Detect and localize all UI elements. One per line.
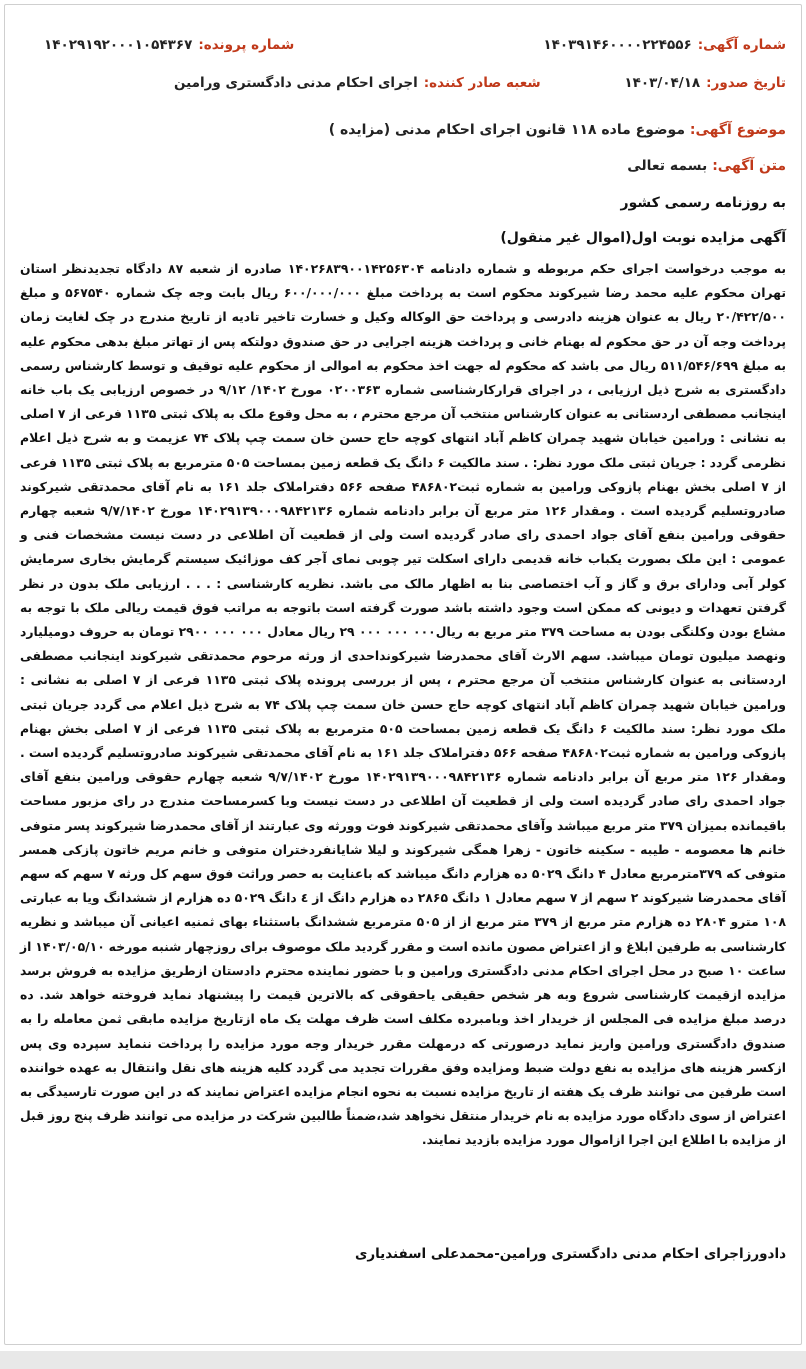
auction-title: آگهی مزایده نوبت اول(اموال غیر منقول) [500,230,786,246]
file-number [44,37,294,53]
ad-text-value: بسمه تعالی [627,158,708,174]
ad-text-line [20,158,786,174]
watermark-logo [320,525,600,575]
issuing-branch [174,75,541,91]
issue-date-label: تاریخ صدور: [706,75,786,91]
subject-line [20,122,786,138]
ad-number-value: ۱۴۰۳۹۱۴۶۰۰۰۰۲۲۴۵۵۶ [543,37,692,53]
subject-label: موضوع آگهی: [689,122,786,138]
file-number-label: شماره پرونده: [198,37,295,53]
subject-value: موضوع ماده ۱۱۸ قانون اجرای احکام مدنی (مزایده ) [328,122,685,138]
file-number-value: ۱۴۰۲۹۱۹۲۰۰۰۱۰۵۴۳۶۷ [44,37,193,53]
issue-date-value: ۱۴۰۳/۰۴/۱۸ [624,75,701,91]
notice-body: به موجب درخواست اجرای حکم مربوطه و شماره دادنامه ۱۴۰۲۶۸۳۹۰۰۱۴۲۵۶۳۰۴ صادره از شعبه ۸۷ دادگاه تجدیدنظر استان تهران محکوم علیه محمد رضا شیرکوند محکوم است به پرداخت مبلغ ۶۰۰/۰۰۰/۰۰۰ ریال بابت وجه چک شماره ۵۶۷۵۴۰ و مبلغ ۲۰/۴۲۲/۵۰۰ ریال به عنوان هزینه دادرسی و پرداخت حق الوکاله وکیل و خسارت تاخیر تادیه از تاریخ مندرج در چک لغایت زمان پرداخت وجه آن در حق محکوم له بهنام خانی و پرداخت هزینه اجرایی در حق صندوق دولتکه پس از تهاتر مبلغ بدهی محکوم علیه به مبلغ ۵۱۱/۵۴۶/۶۹۹ ریال می باشد که محکوم له جهت اخذ محکوم به اموالی از محکوم علیه توقیف و توسط کارشناس رسمی دادگستری به شرح ذیل ارزیابی ، در اجرای قرارکارشناسی شماره ۰۲۰۰۳۶۳ مورخ ۱۴۰۲/ ۹/۱۲ در خصوص ارزیابی یک باب خانه اینجانب مصطفی اردستانی به عنوان کارشناس منتخب آن مرجع محترم ، به محل وقوع ملک به پلاک ثبتی ۱۱۳۵ فرعی از ۷ اصلی به نشانی : ورامین خیابان شهید چمران کاظم آباد انتهای کوچه حاج حسن خان سمت چپ پلاک ۷۴ عزیمت و به شرح ذیل اعلام نظرمی گردد : جریان ثبتی ملک مورد نظر: . سند مالکیت ۶ دانگ یک قطعه زمین بمساحت ۵۰۵ مترمربع به پلاک ثبتی ۱۱۳۵ فرعی از ۷ اصلی بخش بهنام پازوکی ورامین به شماره ثبت۴۸۶۸۰۲ صفحه ۵۶۶ دفتراملاک جلد ۱۶۱ به نام آقای محمدتقی شیرکوند صادروتسلیم گردیده است . ومقدار ۱۲۶ متر مربع آن برابر دادنامه شماره ۱۴۰۲۹۱۳۹۰۰۰۹۸۴۲۱۳۶ مورخ ۹/۷/۱۴۰۲ شعبه چهارم حقوقی ورامین بنفع آقای جواد احمدی رای صادر گردیده است ولی از قطعیت آن اطلاعی در دست نیست مشخصات فنی و عمومی : این ملک بصورت یکباب خانه قدیمی دارای اسکلت تیر چوبی نمای آجر کف موزائیک سیستم گرمایش بخاری سرمایش کولر آبی ودارای برق و گاز و آب اختصاصی بنا به اظهار مالک می باشد. نظریه کارشناسی : . . . ارزیابی ملک بدون در نظر گرفتن تعهدات و دیونی که ممکن است وجود داشته باشد صورت گرفته است باتوجه به مراتب فوق قیمت ریالی ملک با توجه به مشاع بودن وکلنگی بودن به مساحت ۳۷۹ متر مربع به ریال۰۰۰ ۰۰۰ ۰۰۰ ۲۹ ریال معادل ۰۰۰ ۰۰۰ ۲۹۰۰ تومان به حروف دومیلیارد ونهصد میلیون تومان میباشد. سهم الارث آقای محمدرضا شیرکونداحدی از ورثه مرحوم محمدتقی شیرکوند اینجانب مصطفی اردستانی به عنوان کارشناس منتخب آن مرجع محترم ، پس از بررسی پرونده پلاک ثبتی ۱۱۳۵ فرعی از ۷ اصلی به نشانی : ورامین خیابان شهید چمران کاظم آباد انتهای کوچه حاج حسن خان سمت چپ پلاک ۷۴ به شرح ذیل اعلام می گردد جریان ثبتی ملک مورد نظر: سند مالکیت ۶ دانگ یک قطعه زمین بمساحت ۵۰۵ مترمربع به پلاک ثبتی ۱۱۳۵ فرعی از ۷ اصلی بخش بهنام پازوکی ورامین به شماره ثبت۴۸۶۸۰۲ صفحه ۵۶۶ دفتراملاک جلد ۱۶۱ به نام آقای محمدتقی شیرکوند صادروتسلیم گردیده است . ومقدار ۱۲۶ متر مربع آن برابر دادنامه شماره ۱۴۰۲۹۱۳۹۰۰۰۹۸۴۲۱۳۶ مورخ ۹/۷/۱۴۰۲ شعبه چهارم حقوقی ورامین بنفع آقای جواد احمدی رای صادر گردیده است ولی از قطعیت آن اطلاعی در دست نیست وبا کسرمساحت مندرج در رای مزبور مساحت باقیمانده بمیزان ۳۷۹ متر مربع میباشد وآقای محمدتقی شیرکوند فوت وورثه وی عبارتند از آقای محمدرضا شیرکوند پسر متوفی خانم ها معصومه - طیبه - سکینه خاتون - زهرا همگی شیرکوند و لیلا شایانفردختران متوفی و خانم مریم خاتون پازکی همسر متوفی که ۳۷۹مترمربع معادل ۴ دانگ ۵۰۲۹ ده هزارم دانگ میباشد که باعنایت به حصر وراثت فوق سهم کل ورثه ۷ سهم که سهم آقای محمدرضا شیرکوند ۲ سهم از ۷ سهم معادل ۱ دانگ ۲۸۶۵ ده هزارم دانگ از ٤ دانگ ۵۰۲۹ ده هزارم از ششدانگ ویا به عبارتی ۱۰۸ مترو ۲۸۰۴ ده هزارم متر مربع از ۳۷۹ متر مربع از از ۵۰۵ مترمربع ششدانگ باستثناء بهای ثمنیه اعیانی آن میباشد و نظریه کارشناسی به طرفین ابلاغ و از اعتراض مصون مانده است و مقرر گردید ملک موصوف برای روزچهار شنبه مورخه ۱۴۰۳/۰۵/۱۰ از ساعت ۱۰ صبح در محل اجرای احکام مدنی دادگستری ورامین و با حضور نماینده محترم دادستان ازطریق مزایده به فروش برسد مزایده ازقیمت کارشناسی شروع وبه هر شخص حقیقی یاحقوقی که بالاترین قیمت را پیشنهاد نماید فروخته خواهد شد. ده درصد مبلغ مزایده فی المجلس از خریدار اخذ وبامبرده مکلف است ظرف مهلت یک ماه ازتاریخ مزایده مابقی ثمن معامله را به صندوق دادگستری ورامین واریز نماید درصورتی که درمهلت مقرر خریدار وجه مورد مزایده را پرداخت ننماید سپرده وی پس ازکسر هزینه های مزایده به نفع دولت ضبط ومزایده وفق مقررات تجدید می گردد کلیه هزینه های نقل وانتقال به عهده خواننده است طرفین می توانند ظرف یک هفته از تاریخ مزایده نسبت به نحوه انجام مزایده اعتراض نمایند که در این صورت تارسیدگی به اعتراض از سوی دادگاه مورد مزایده به نام خریدار منتقل نخواهد شد،ضمناً طالبین شرکت در مزایده می توانند ظرف پنج روز قبل از مزایده با اطلاع این اجرا ازاموال مورد مزایده بازدید نمایند. [20,261,787,1148]
header-row-2 [20,72,786,94]
header-row-1 [20,34,786,56]
signature: دادورزاجرای احکام مدنی دادگستری ورامین-محمدعلی اسفندیاری [354,1246,786,1262]
ad-text-label: متن آگهی: [712,158,786,174]
ad-number-label: شماره آگهی: [697,37,786,53]
issuing-branch-label: شعبه صادر کننده: [423,75,541,91]
newspaper-line: به روزنامه رسمی کشور [620,195,786,211]
issue-date [624,75,786,91]
issuing-branch-value: اجرای احکام مدنی دادگستری ورامین [174,75,418,91]
ad-number [543,37,786,53]
bottom-bar [0,1351,806,1369]
